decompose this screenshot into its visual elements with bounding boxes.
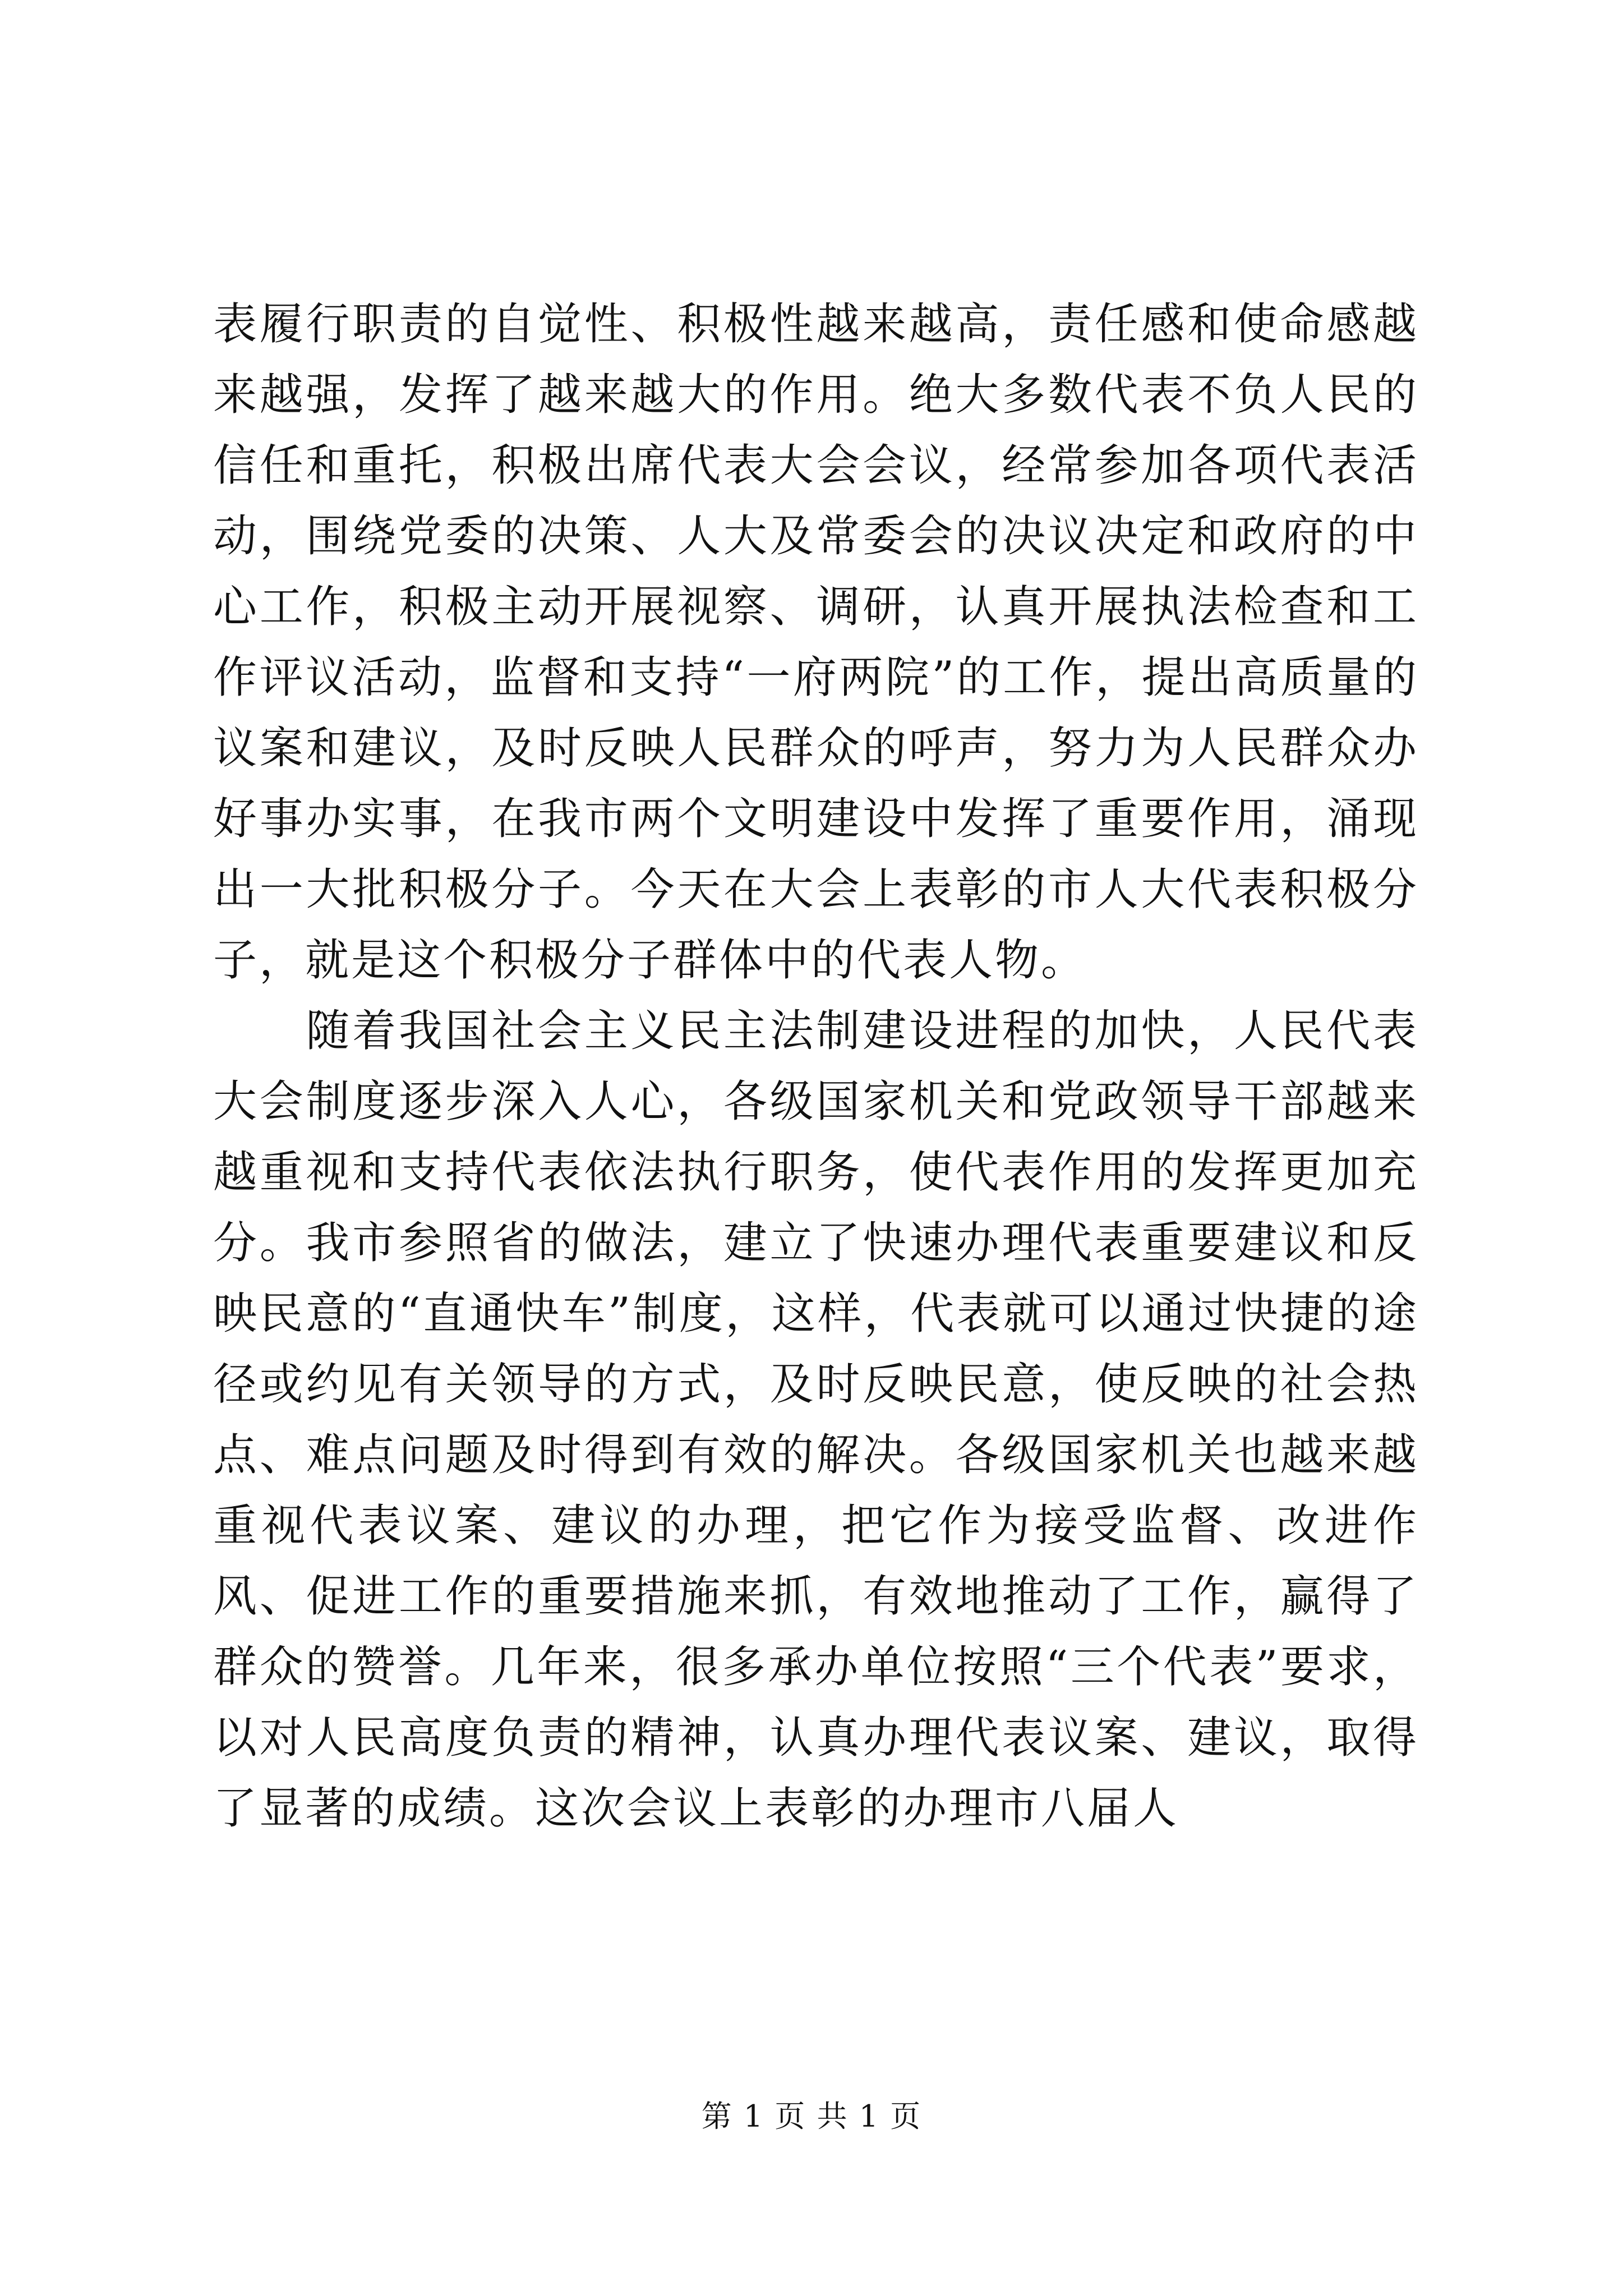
- paragraph-2: 随着我国社会主义民主法制建设进程的加快，人民代表大会制度逐步深入人心，各级国家机关和党政领导干部越来越重视和支持代表依法执行职务，使代表作用的发挥更加充分。我市参照省的做法，建立了快速办理代表重要建议和反映民意的“直通快车”制度，这样，代表就可以通过快捷的途径或约见有关领导的方式，及时反映民意，使反映的社会热点、难点问题及时得到有效的解决。各级国家机关也越来越重视代表议案、建议的办理，把它作为接受监督、改进作风、促进工作的重要措施来抓，有效地推动了工作，赢得了群众的赞誉。几年来，很多承办单位按照“三个代表”要求，以对人民高度负责的精神，认真办理代表议案、建议，取得了显著的成绩。这次会议上表彰的办理市八届人: [213, 1006, 1419, 1834]
- page-footer: 第 1 页 共 1 页: [701, 2099, 922, 2134]
- document-body: [213, 289, 1419, 1844]
- paragraph-1: 表履行职责的自觉性、积极性越来越高，责任感和使命感越来越强，发挥了越来越大的作用。绝大多数代表不负人民的信任和重托，积极出席代表大会会议，经常参加各项代表活动，围绕党委的决策、人大及常委会的决议决定和政府的中心工作，积极主动开展视察、调研，认真开展执法检查和工作评议活动，监督和支持“一府两院”的工作，提出高质量的议案和建议，及时反映人民群众的呼声，努力为人民群众办好事办实事，在我市两个文明建设中发挥了重要作用，涌现出一大批积极分子。今天在大会上表彰的市人大代表积极分子，就是这个积极分子群体中的代表人物。: [213, 299, 1419, 986]
